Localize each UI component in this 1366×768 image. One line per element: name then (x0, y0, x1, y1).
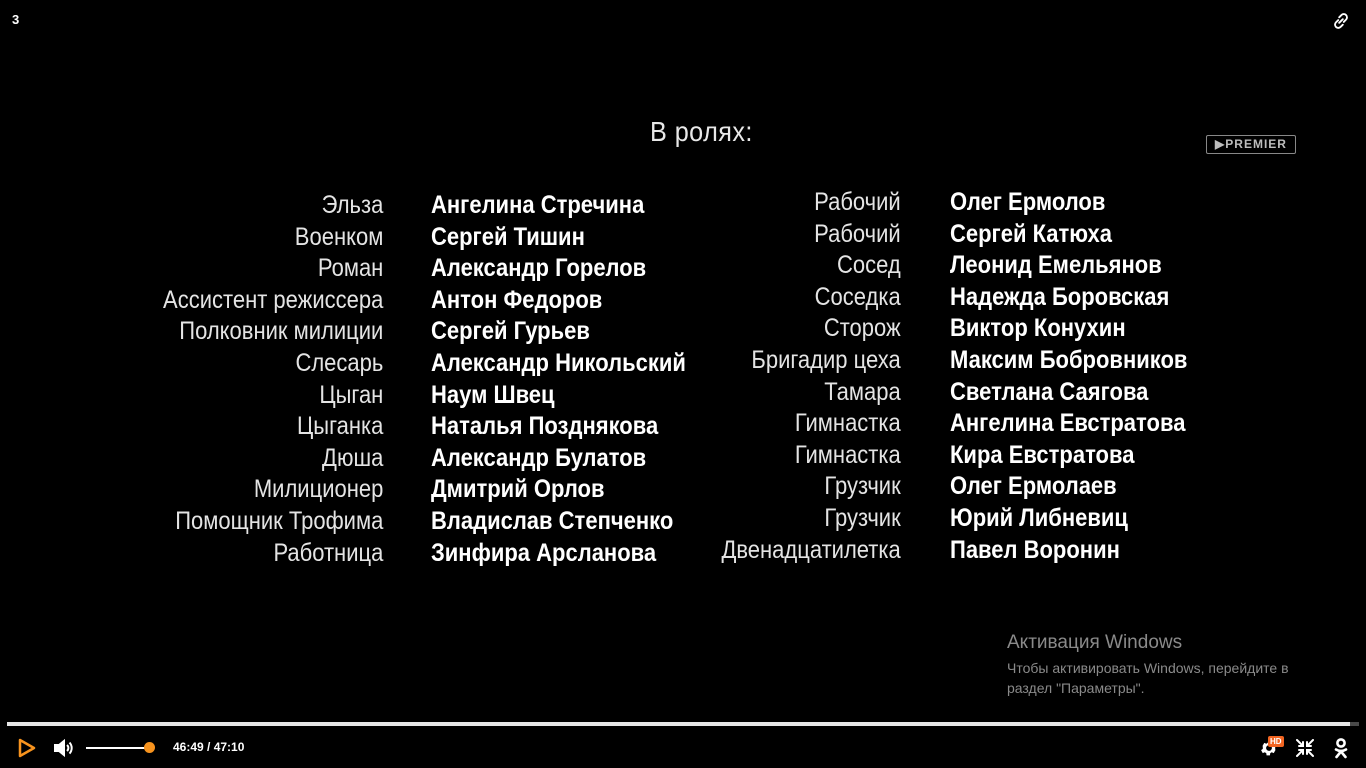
link-icon[interactable] (1330, 10, 1352, 32)
credit-actor: Ангелина Евстратова (950, 409, 1186, 438)
credit-actor: Наум Швец (431, 380, 555, 409)
credit-role: Гимнастка (795, 440, 901, 469)
credit-role: Сосед (837, 251, 901, 280)
credit-actor: Олег Ермолов (950, 188, 1106, 216)
credit-actor: Антон Федоров (431, 285, 603, 314)
credit-role: Цыган (318, 380, 383, 409)
actors-column-right (950, 187, 1220, 566)
credit-actor: Александр Никольский (431, 348, 686, 377)
credit-actor: Олег Ермолаев (950, 472, 1117, 501)
watermark-text: Чтобы активировать Windows, перейдите в раздел "Параметры". (1007, 660, 1289, 696)
credit-actor: Максим Бобровников (950, 345, 1188, 374)
volume-icon[interactable] (53, 738, 75, 758)
credit-role: Грузчик (824, 503, 901, 532)
credit-role: Двенадцатилетка (721, 535, 901, 564)
credit-role: Военком (294, 222, 383, 251)
hd-badge: HD (1270, 737, 1282, 746)
ok-logo-icon[interactable] (1333, 737, 1349, 759)
credit-actor: Сергей Тишин (431, 222, 585, 251)
credit-role: Роман (317, 254, 383, 283)
windows-activation-watermark (1007, 632, 1337, 698)
credit-role: Полковник милиции (178, 317, 383, 346)
credit-actor: Надежда Боровская (950, 282, 1170, 311)
credit-role: Цыганка (296, 412, 383, 441)
credit-role: Грузчик (824, 472, 901, 501)
credit-role: Милиционер (253, 475, 383, 504)
progress-fill (7, 722, 1350, 726)
time-display: 46:49 / 47:10 (173, 740, 245, 754)
player-controls (0, 728, 1366, 768)
credit-role: Эльза (321, 191, 383, 219)
credit-actor: Сергей Гурьев (431, 317, 590, 346)
credits-title: В ролях: (650, 116, 753, 147)
episode-number: 3 (12, 12, 20, 27)
credit-role: Соседка (814, 282, 901, 311)
credit-role: Ассистент режиссера (162, 285, 383, 314)
credit-actor: Светлана Саягова (950, 377, 1149, 406)
credit-role: Бригадир цеха (751, 345, 901, 374)
credit-role: Помощник Трофима (174, 506, 383, 535)
volume-slider[interactable] (86, 747, 150, 749)
roles-column-right (697, 187, 901, 566)
credit-role: Сторож (824, 314, 901, 343)
credit-actor: Леонид Емельянов (950, 251, 1162, 280)
credit-actor: Ангелина Стречина (431, 191, 645, 219)
actors-column-left (431, 190, 721, 569)
credit-role: Рабочий (814, 188, 901, 216)
credit-actor: Юрий Либневиц (950, 503, 1128, 532)
credit-actor: Александр Булатов (431, 443, 647, 472)
volume-knob[interactable] (144, 742, 155, 753)
credit-role: Работница (273, 538, 383, 567)
credit-role: Рабочий (814, 219, 901, 248)
credit-actor: Сергей Катюха (950, 219, 1113, 248)
credit-actor: Александр Горелов (431, 254, 647, 283)
credit-actor: Владислав Степченко (431, 506, 674, 535)
credit-role: Тамара (824, 377, 901, 406)
premier-logo: ▶PREMIER (1206, 135, 1296, 154)
progress-bar[interactable] (7, 722, 1359, 726)
credit-actor: Виктор Конухин (950, 314, 1126, 343)
roles-column-left (133, 190, 383, 569)
credit-actor: Зинфира Арсланова (431, 538, 657, 567)
credit-role: Гимнастка (795, 409, 901, 438)
credit-actor: Наталья Позднякова (431, 412, 659, 441)
watermark-title: Активация Windows (1007, 632, 1183, 653)
play-icon[interactable] (18, 738, 36, 758)
credit-role: Дюша (321, 443, 383, 472)
credit-actor: Кира Евстратова (950, 440, 1135, 469)
credit-role: Слесарь (295, 348, 383, 377)
credit-actor: Дмитрий Орлов (431, 475, 605, 504)
credit-actor: Павел Воронин (950, 535, 1120, 564)
exit-fullscreen-icon[interactable] (1296, 739, 1314, 757)
